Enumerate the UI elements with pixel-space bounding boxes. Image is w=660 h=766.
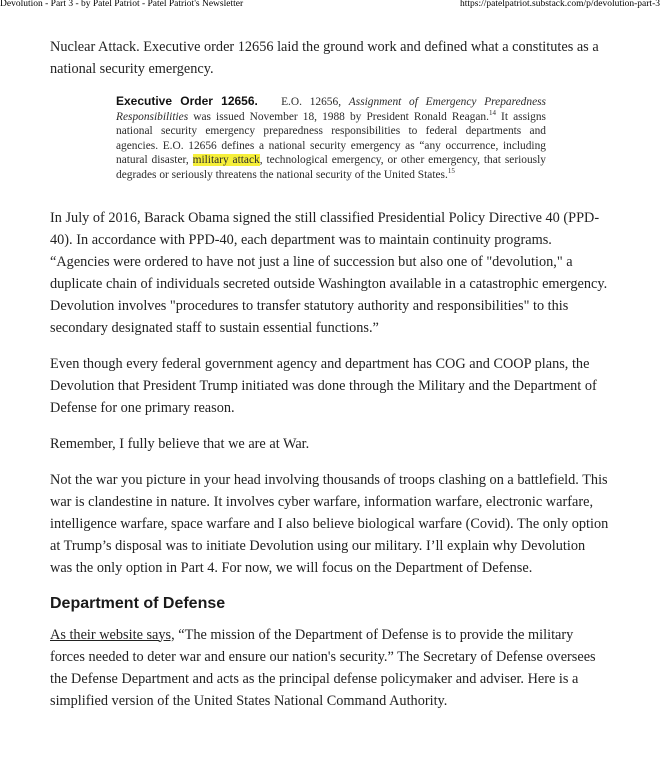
paragraph-cog-coop: Even though every federal government agency and department has COG and COOP plans, the Devolution that President Trump initiated was done through the Military and the Department of Defense for one primary reason. — [50, 355, 597, 416]
excerpt-text-1: was issued November 18, 1988 by President Ronald Reagan. — [193, 110, 489, 123]
excerpt-eo-ref: E.O. 12656, — [281, 96, 342, 108]
print-header-url: https://patelpatriot.substack.com/p/devolution-part-3 — [460, 0, 660, 9]
footnote-15: 15 — [447, 167, 455, 176]
section-heading: Department of Defense — [50, 594, 226, 612]
excerpt-text-2: It assigns national security emergency preparedness responsibilities to federal departments and agencies. E.O. 12656 defines a national security emergency as “any occurrence, including natural disaster, — [116, 110, 546, 167]
paragraph-dod-mission — [50, 624, 610, 712]
excerpt-text-3: , technological emergency, or other emergency, that seriously degrades or seriously threatens the national security of the United States. — [116, 154, 546, 181]
excerpt-eo-title: Assignment of Emergency Preparedness Responsibilities — [116, 96, 546, 123]
paragraph-ppd40: In July of 2016, Barack Obama signed the still classified Presidential Policy Directive 40 (PPD-40). In accordance with PPD-40, each department was to maintain continuity programs. “Agencies were ordered to have not just a line of succession but also one of "devolution," a duplicate chain of individuals secreted outside Washington available in a catastrophic emergency. Devolution involves "procedures to transfer statutory authority and responsibilities" to this secondary designated staff to sustain essential functions.” — [50, 209, 608, 336]
paragraph-clandestine-war: Not the war you picture in your head involving thousands of troops clashing on a battlefield. This war is clandestine in nature. It involves cyber warfare, information warfare, electronic warfare, intelligence warfare, space warfare and I also believe biological warfare (Covid). The only option at Trump’s disposal was to initiate Devolution using our military. I’ll explain why Devolution was the only option in Part 4. For now, we will focus on the Department of Defense. — [50, 471, 609, 576]
dod-mission-text: “The mission of the Department of Defense is to provide the military forces needed to deter war and ensure our nation's security.” The Secretary of Defense oversees the Defense Department and acts as the principal defense policymaker and adviser. Here is a simplified version of the United States National Command Authority. — [50, 626, 596, 709]
highlighted-phrase: military attack — [192, 154, 260, 167]
dod-website-link[interactable]: As their website says, — [50, 626, 175, 643]
executive-order-excerpt — [116, 94, 546, 183]
article-body — [50, 36, 610, 726]
footnote-14: 14 — [488, 108, 496, 117]
intro-paragraph: Nuclear Attack. Executive order 12656 laid the ground work and defined what a constitutes as a national security emergency. — [50, 39, 599, 77]
print-header-title: Devolution - Part 3 - by Patel Patriot - Patel Patriot's Newsletter — [0, 0, 244, 9]
paragraph-at-war: Remember, I fully believe that we are at War. — [50, 435, 310, 452]
excerpt-heading: Executive Order 12656. — [116, 94, 258, 108]
print-header — [0, 0, 660, 12]
